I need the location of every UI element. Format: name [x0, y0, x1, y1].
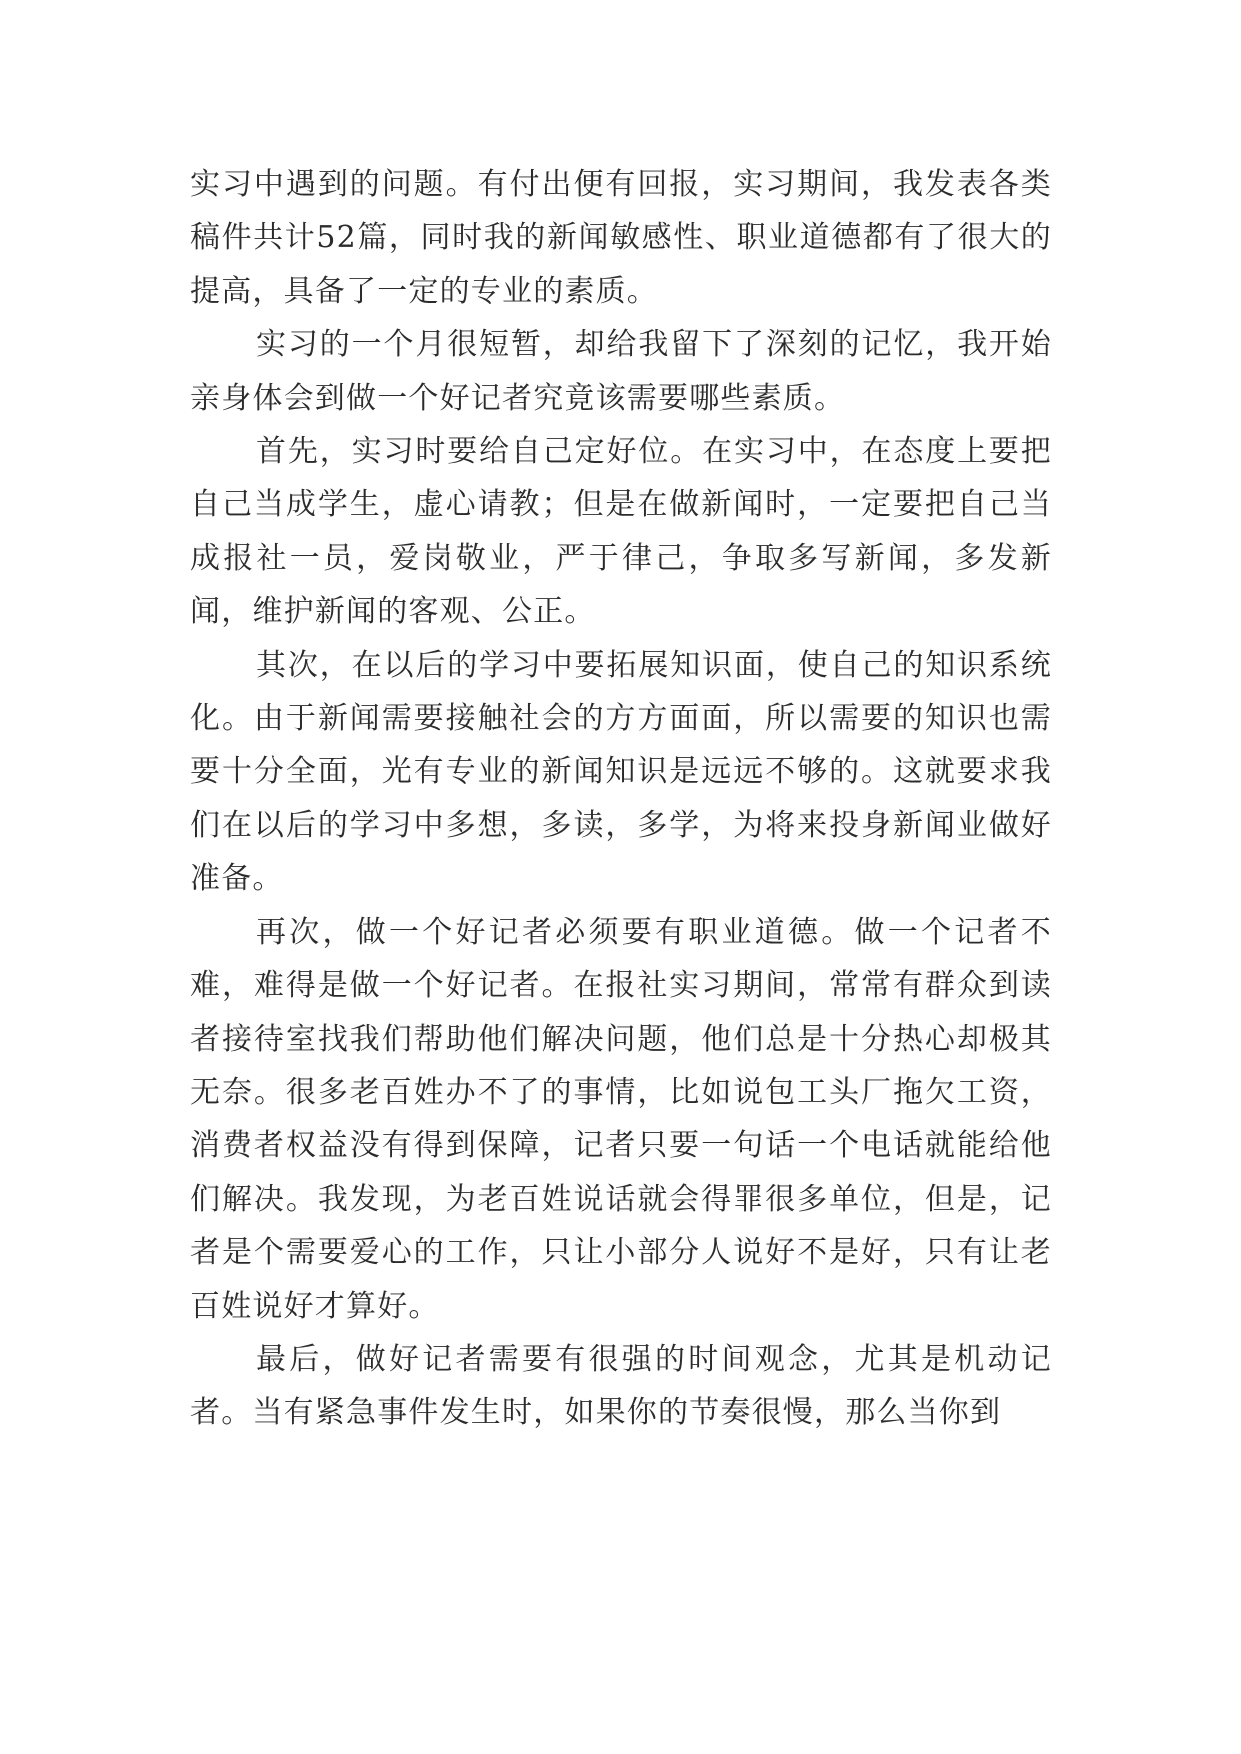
document-page	[190, 158, 1052, 1440]
paragraph-1: 实习中遇到的问题。有付出便有回报，实习期间，我发表各类稿件共计52篇，同时我的新闻敏感性、职业道德都有了很大的提高，具备了一定的专业的素质。	[190, 167, 1052, 309]
paragraph-3: 首先，实习时要给自己定好位。在实习中，在态度上要把自己当成学生，虚心请教；但是在做新闻时，一定要把自己当成报社一员，爱岗敬业，严于律己，争取多写新闻，多发新闻，维护新闻的客观、公正。	[190, 434, 1052, 630]
paragraph-4: 其次，在以后的学习中要拓展知识面，使自己的知识系统化。由于新闻需要接触社会的方方面面，所以需要的知识也需要十分全面，光有专业的新闻知识是远远不够的。这就要求我们在以后的学习中多想，多读，多学，为将来投身新闻业做好准备。	[190, 647, 1052, 897]
paragraph-5: 再次，做一个好记者必须要有职业道德。做一个记者不难，难得是做一个好记者。在报社实习期间，常常有群众到读者接待室找我们帮助他们解决问题，他们总是十分热心却极其无奈。很多老百姓办不了的事情，比如说包工头厂拖欠工资，消费者权益没有得到保障，记者只要一句话一个电话就能给他们解决。我发现，为老百姓说话就会得罪很多单位，但是，记者是个需要爱心的工作，只让小部分人说好不是好，只有让老百姓说好才算好。	[190, 914, 1052, 1324]
paragraph-2: 实习的一个月很短暂，却给我留下了深刻的记忆，我开始亲身体会到做一个好记者究竟该需要哪些素质。	[190, 327, 1052, 416]
paragraph-6: 最后，做好记者需要有很强的时间观念，尤其是机动记者。当有紧急事件发生时，如果你的节奏很慢，那么当你到	[190, 1341, 1052, 1431]
